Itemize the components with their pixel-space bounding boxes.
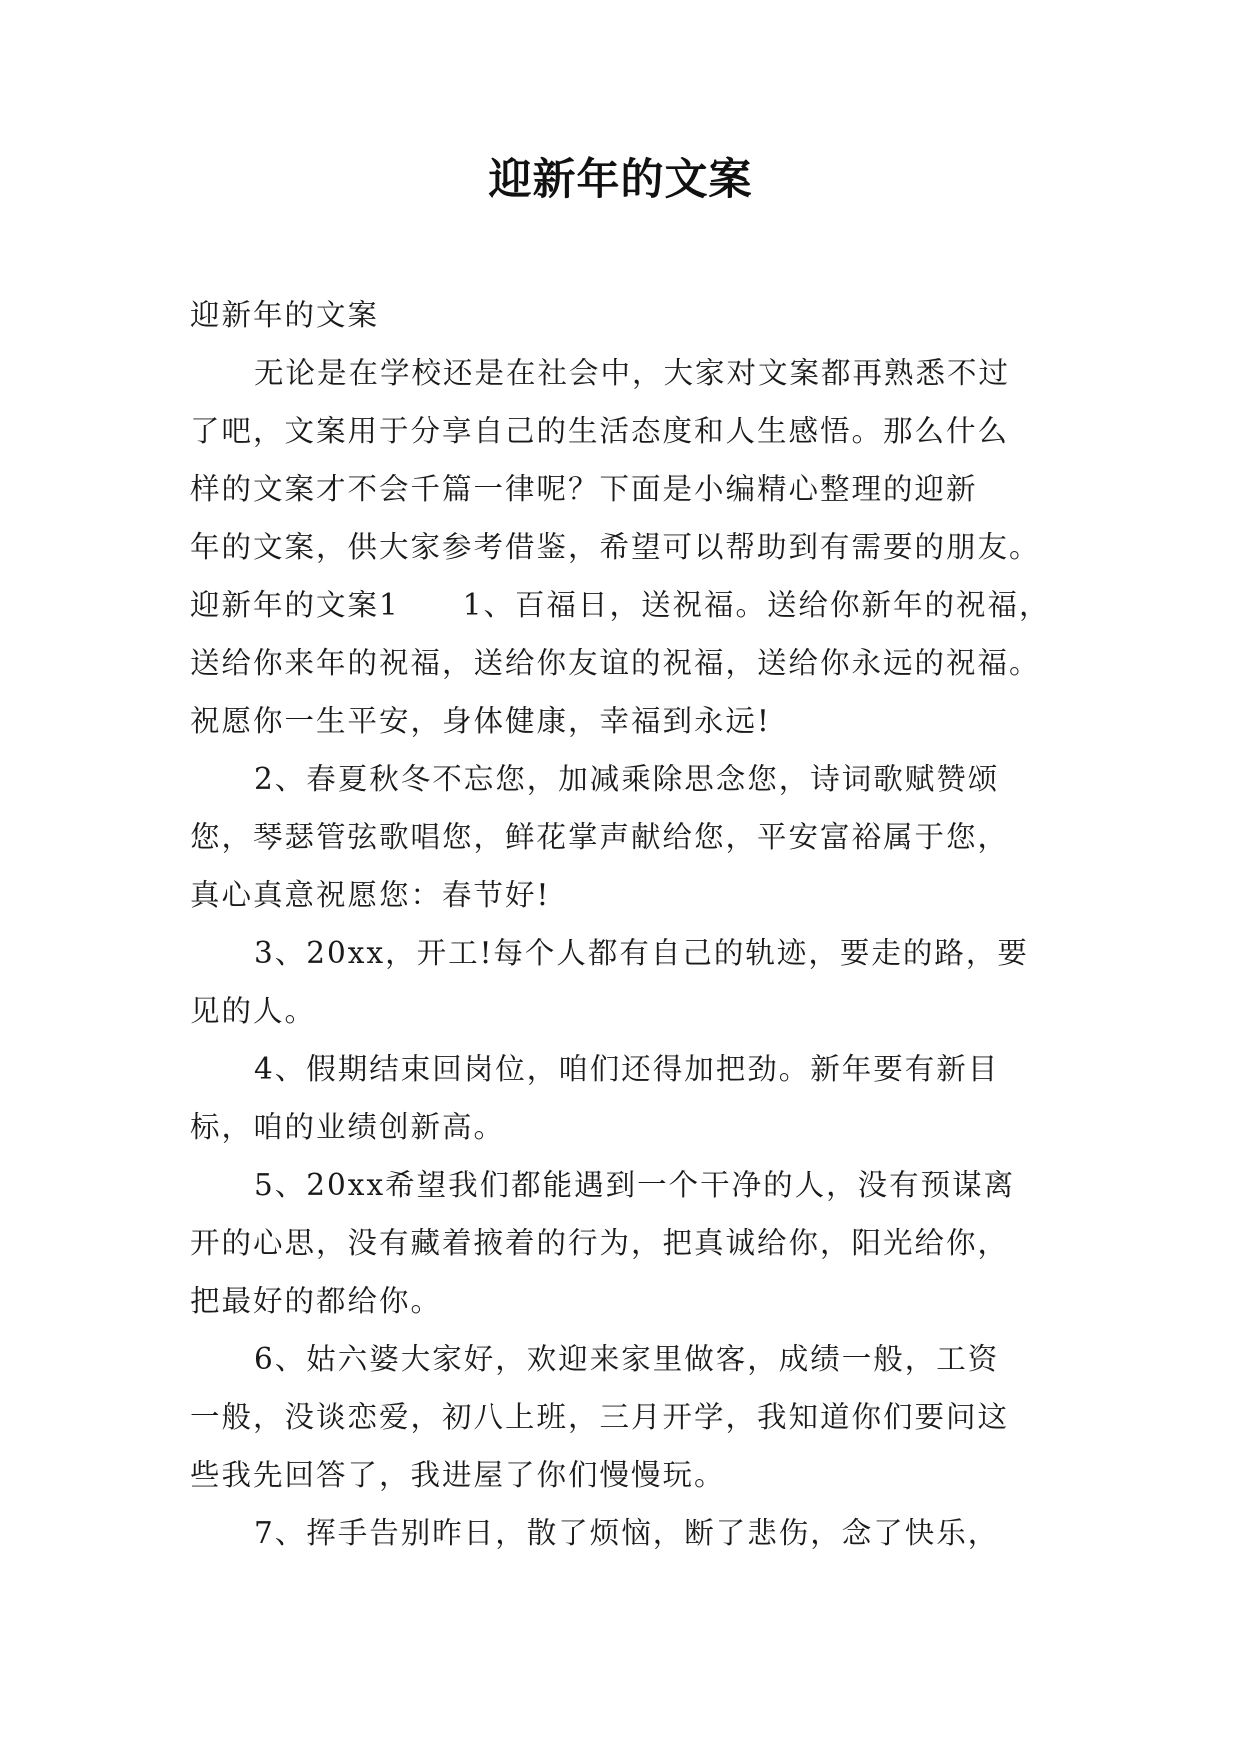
text-line: 样的文案才不会千篇一律呢？下面是小编精心整理的迎新 <box>190 472 978 506</box>
document-subtitle: 迎新年的文案 <box>190 298 380 332</box>
text-line: 见的人。 <box>190 994 317 1028</box>
text-line: 7、挥手告别昨日，散了烦恼，断了悲伤，念了快乐， <box>254 1516 1000 1550</box>
text-line: 一般，没谈恋爱，初八上班，三月开学，我知道你们要问这 <box>190 1400 1010 1434</box>
text-line: 2、春夏秋冬不忘您，加减乘除思念您，诗词歌赋赞颂 <box>254 762 1000 796</box>
text-line: 3、20xx，开工!每个人都有自己的轨迹，要走的路，要 <box>254 936 1029 970</box>
text-line: 把最好的都给你。 <box>190 1284 443 1318</box>
text-line: 您，琴瑟管弦歌唱您，鲜花掌声献给您，平安富裕属于您， <box>190 820 1010 854</box>
document-body <box>190 286 1062 1562</box>
text-line: 年的文案，供大家参考借鉴，希望可以帮助到有需要的朋友。 <box>190 530 1041 564</box>
text-line: 送给你来年的祝福，送给你友谊的祝福，送给你永远的祝福。 <box>190 646 1041 680</box>
text-line: 些我先回答了，我进屋了你们慢慢玩。 <box>190 1458 726 1492</box>
text-line: 真心真意祝愿您：春节好! <box>190 878 551 912</box>
text-line: 开的心思，没有藏着掖着的行为，把真诚给你，阳光给你， <box>190 1226 1010 1260</box>
document-title: 迎新年的文案 <box>488 155 753 205</box>
text-line: 迎新年的文案1 1、百福日，送祝福。送给你新年的祝福， <box>190 588 1051 622</box>
text-line: 标，咱的业绩创新高。 <box>190 1110 506 1144</box>
text-line: 5、20xx希望我们都能遇到一个干净的人，没有预谋离 <box>254 1168 1016 1202</box>
text-line: 4、假期结束回岗位，咱们还得加把劲。新年要有新目 <box>254 1052 1000 1086</box>
text-line: 了吧，文案用于分享自己的生活态度和人生感悟。那么什么 <box>190 414 1010 448</box>
text-line: 无论是在学校还是在社会中，大家对文案都再熟悉不过 <box>254 356 1011 390</box>
text-line: 6、姑六婆大家好，欢迎来家里做客，成绩一般，工资 <box>254 1342 1000 1376</box>
paragraph-lines <box>190 344 1062 1562</box>
text-line: 祝愿你一生平安，身体健康，幸福到永远! <box>190 704 771 738</box>
